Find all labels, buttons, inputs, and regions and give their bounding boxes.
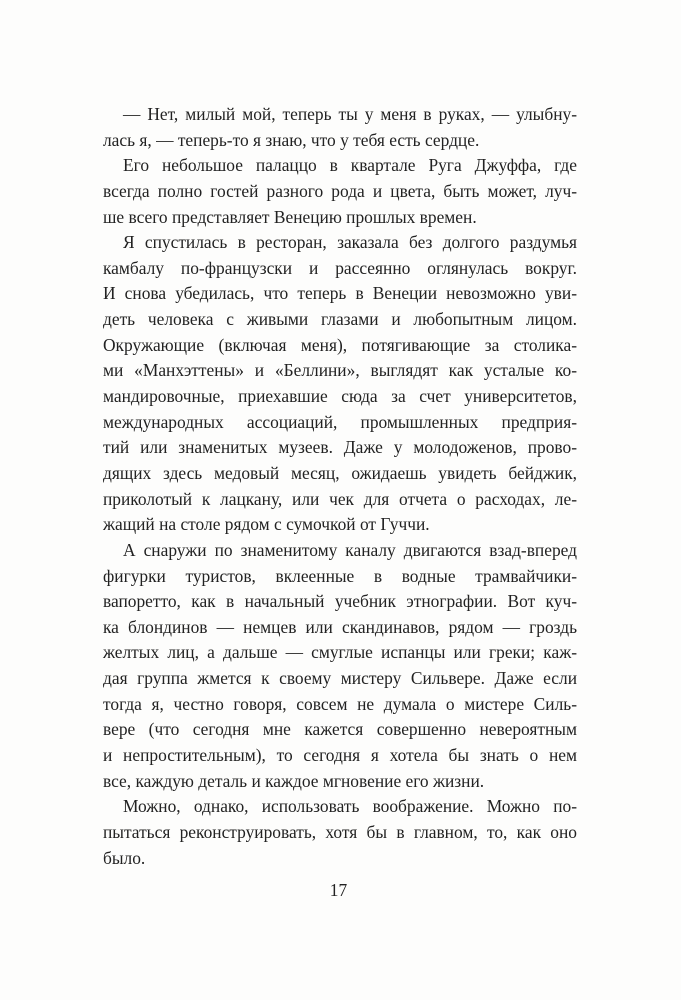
text-line: камбалу по-французски и рассеянно оглянулась вокруг. — [103, 257, 577, 278]
text-line: все, каждую деталь и каждое мгновение его жизни. — [103, 770, 485, 791]
text-line: мандировочные, приехавшие сюда за счет университетов, — [103, 386, 577, 407]
text-line: тий или знаменитых музеев. Даже у молодоженов, прово- — [103, 437, 577, 458]
page-number — [0, 880, 681, 901]
paragraph — [103, 794, 577, 871]
text-line: приколотый к лацкану, или чек для отчета о расходах, ле- — [103, 488, 577, 509]
text-line: Можно, однако, использовать воображение. Можно по- — [123, 796, 577, 817]
body-text — [103, 102, 577, 871]
text-line: вере (что сегодня мне кажется совершенно невероятным — [103, 719, 577, 740]
text-line: лась я, — теперь-то я знаю, что у тебя есть сердце. — [103, 129, 480, 150]
text-line: дящих здесь медовый месяц, ожидаешь увидеть бейджик, — [103, 462, 577, 483]
text-line: Его небольшое палаццо в квартале Руга Джуффа, где — [123, 155, 577, 176]
paragraph — [103, 102, 577, 153]
text-line: ше всего представляет Венецию прошлых времен. — [103, 206, 477, 227]
text-line: — Нет, милый мой, теперь ты у меня в руках, — улыбну- — [123, 104, 577, 124]
text-line: Я спустилась в ресторан, заказала без долгого раздумья — [123, 232, 577, 253]
text-line: жащий на столе рядом с сумочкой от Гуччи. — [103, 514, 430, 535]
paragraph — [103, 230, 577, 538]
text-line: Окружающие (включая меня), потягивающие за столика- — [103, 334, 577, 355]
paragraph — [103, 153, 577, 230]
text-line: вапоретто, как в начальный учебник этнографии. Вот куч- — [103, 591, 577, 612]
text-line: тогда я, честно говоря, совсем не думала о мистере Силь- — [103, 693, 577, 714]
text-line: было. — [103, 847, 146, 868]
text-line: желтых лиц, а дальше — смуглые испанцы или греки; каж- — [103, 642, 577, 663]
text-line: ми «Манхэттены» и «Беллини», выглядят как усталые ко- — [103, 360, 577, 381]
text-line: И снова убедилась, что теперь в Венеции невозможно уви- — [103, 283, 577, 304]
page-number-text: 17 — [329, 880, 348, 900]
text-line: и непростительным), то сегодня я хотела бы знать о нем — [103, 745, 577, 766]
text-line: фигурки туристов, вклеенные в водные трамвайчики- — [103, 565, 577, 586]
paragraph — [103, 538, 577, 794]
text-line: деть человека с живыми глазами и любопытным лицом. — [103, 309, 577, 330]
text-line: ка блондинов — немцев или скандинавов, рядом — гроздь — [103, 616, 577, 637]
text-line: всегда полно гостей разного рода и цвета, быть может, луч- — [103, 180, 577, 201]
text-line: пытаться реконструировать, хотя бы в главном, то, как оно — [103, 821, 577, 842]
text-line: международных ассоциаций, промышленных предприя- — [103, 411, 577, 432]
text-line: дая группа жмется к своему мистеру Сильвере. Даже если — [103, 668, 577, 689]
text-line: А снаружи по знаменитому каналу двигаются взад-вперед — [123, 539, 577, 560]
